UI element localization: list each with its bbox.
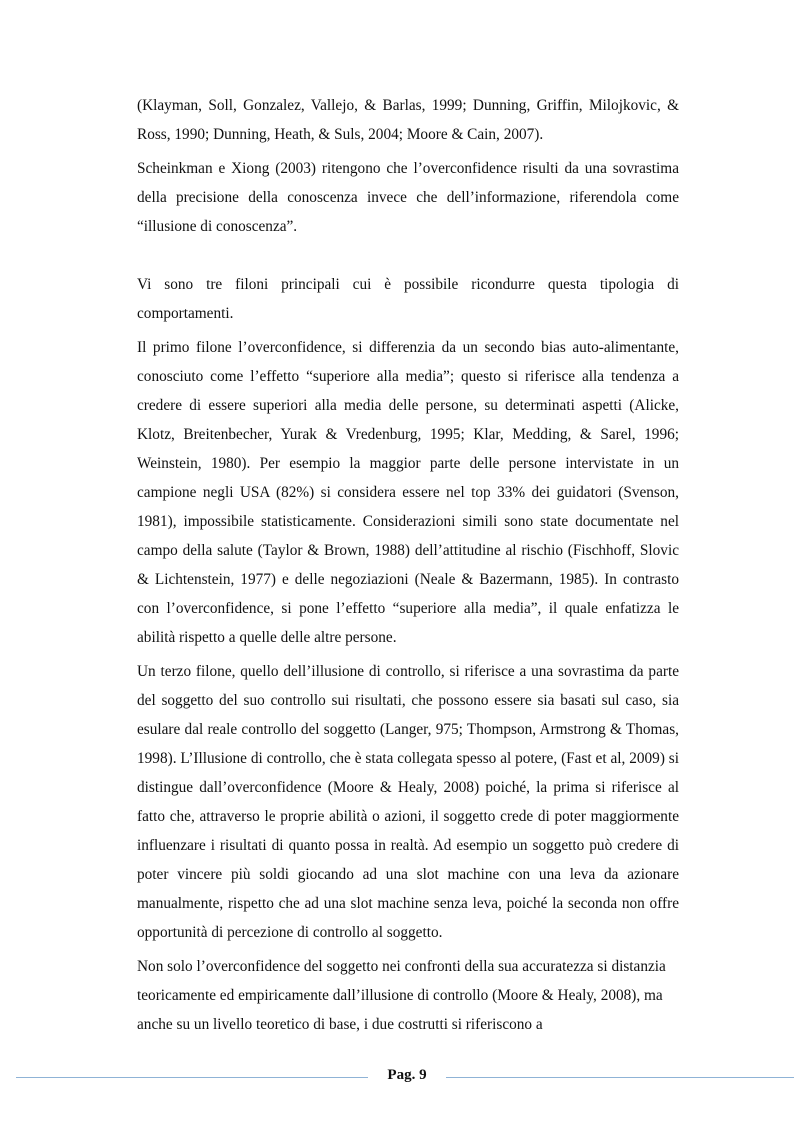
footer-rule-left: [16, 1077, 368, 1078]
body-text: [137, 91, 679, 1044]
paragraph-three-strands: Vi sono tre filoni principali cui è possibile ricondurre questa tipologia di comportamenti.: [137, 276, 679, 322]
paragraph-third-strand: Un terzo filone, quello dell’illusione di controllo, si riferisce a una sovrastima da parte del soggetto del suo controllo sui risultati, che possono essere sia basati sul caso, sia esulare dal reale controllo del soggetto (Langer, 975; Thompson, Armstrong & Thomas, 1998). L’Illusione di controllo, che è stata collegata spesso al potere, (Fast et al, 2009) si distingue dall’overconfidence (Moore & Healy, 2008) poiché, la prima si riferisce al fatto che, attraverso le proprie abilità o azioni, il soggetto crede di poter maggiormente influenzare i risultati di quanto possa in realtà. Ad esempio un soggetto può credere di poter vincere più soldi giocando ad una slot machine con una leva da azionare manualmente, rispetto che ad una slot machine senza leva, poiché la seconda non offre opportunità di percezione di controllo al soggetto.: [137, 663, 679, 941]
paragraph-scheinkman-xiong: Scheinkman e Xiong (2003) ritengono che l’overconfidence risulti da una sovrastima della precisione della conoscenza invece che dell’informazione, riferendola come “illusione di conoscenza”.: [137, 160, 679, 235]
footer-rule-right: [446, 1077, 794, 1078]
paragraph-overconfidence-vs-control: Non solo l’overconfidence del soggetto nei confronti della sua accuratezza si distanzia teoricamente ed empiricamente dall’illusione di controllo (Moore & Healy, 2008), ma anche su un livello teoretico di base, i due costrutti si riferiscono a: [137, 958, 666, 1033]
page-footer: [16, 1066, 794, 1088]
page-number: Pag. 9: [387, 1067, 427, 1083]
paragraph-first-strand: Il primo filone l’overconfidence, si differenzia da un secondo bias auto-alimentante, conosciuto come l’effetto “superiore alla media”; questo si riferisce alla tendenza a credere di essere superiori alla media delle persone, su determinati aspetti (Alicke, Klotz, Breitenbecher, Yurak & Vredenburg, 1995; Klar, Medding, & Sarel, 1996; Weinstein, 1980). Per esempio la maggior parte delle persone intervistate in un campione negli USA (82%) si considera essere nel top 33% dei guidatori (Svenson, 1981), impossibile statisticamente. Considerazioni simili sono state documentate nel campo della salute (Taylor & Brown, 1988) dell’attitudine al rischio (Fischhoff, Slovic & Lichtenstein, 1977) e delle negoziazioni (Neale & Bazermann, 1985). In contrasto con l’overconfidence, si pone l’effetto “superiore alla media”, il quale enfatizza le abilità rispetto a quelle delle altre persone.: [137, 339, 679, 646]
paragraph-citations: (Klayman, Soll, Gonzalez, Vallejo, & Barlas, 1999; Dunning, Griffin, Milojkovic, & Ross, 1990; Dunning, Heath, & Suls, 2004; Moore & Cain, 2007).: [137, 97, 679, 143]
